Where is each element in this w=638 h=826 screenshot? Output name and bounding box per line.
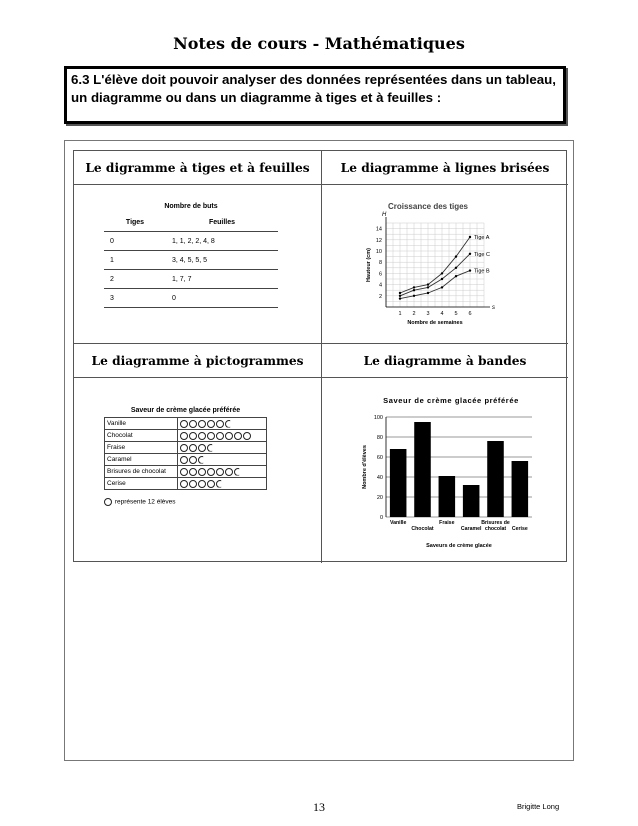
bar <box>390 449 407 517</box>
pictogram-row <box>105 442 267 454</box>
bar-chart-ylabel: Nombre d'élèves <box>362 445 368 489</box>
data-point <box>441 272 443 274</box>
pictogram-row <box>105 430 267 442</box>
stem-leaf-caption: Nombre de buts <box>164 202 218 210</box>
series-label: Tige B <box>474 268 490 275</box>
bar <box>439 476 456 517</box>
partial-smiley-icon <box>225 420 233 428</box>
header-line-chart: Le diagramme à lignes brisées <box>322 151 568 185</box>
y-tick-label: 60 <box>376 455 383 461</box>
bar-chart-xlabel: Saveurs de crème glacée <box>426 543 492 549</box>
x-tick-label: 5 <box>454 311 458 317</box>
pictogram-row-label: Cerise <box>105 478 178 490</box>
data-point <box>455 275 457 277</box>
line-chart-svg <box>356 199 526 331</box>
bar-chart-svg <box>356 391 536 549</box>
data-point <box>427 292 429 294</box>
partial-smiley-icon <box>216 480 224 488</box>
smiley-icon <box>225 468 233 476</box>
x-tick-label: 1 <box>398 311 402 317</box>
y-tick-label: 12 <box>375 237 382 244</box>
y-tick-label: 0 <box>379 515 383 521</box>
partial-smiley-icon <box>207 444 215 452</box>
x-tick-label: 4 <box>440 311 444 317</box>
data-point <box>455 267 457 269</box>
header-bar-chart: Le diagramme à bandes <box>322 344 568 378</box>
data-point <box>427 286 429 288</box>
data-point <box>469 236 471 238</box>
leaf-values: 1, 1, 2, 2, 4, 8 <box>166 232 278 251</box>
data-point <box>399 292 401 294</box>
smiley-icon <box>189 420 197 428</box>
data-point <box>441 278 443 280</box>
bar <box>463 485 480 517</box>
partial-smiley-icon <box>234 468 242 476</box>
y-tick-label: 20 <box>376 495 383 501</box>
pictogram-chart <box>104 403 267 506</box>
stem-value: 3 <box>104 289 166 308</box>
pictogram-row-icons <box>178 454 267 466</box>
x-axis-letter: s <box>492 305 495 311</box>
leaf-values: 3, 4, 5, 5, 5 <box>166 251 278 270</box>
y-tick-label: 100 <box>373 415 383 421</box>
smiley-icon <box>189 480 197 488</box>
stem-value: 1 <box>104 251 166 270</box>
smiley-icon <box>216 432 224 440</box>
smiley-icon <box>234 432 242 440</box>
smiley-icon <box>207 432 215 440</box>
series-label: Tige C <box>474 251 490 258</box>
category-label: Vanille <box>389 520 407 526</box>
smiley-icon <box>180 456 188 464</box>
smiley-icon <box>243 432 251 440</box>
pictogram-row-icons <box>178 466 267 478</box>
pictogram-row <box>105 418 267 430</box>
leaf-values: 1, 7, 7 <box>166 270 278 289</box>
smiley-icon <box>198 468 206 476</box>
y-tick-label: 40 <box>376 475 383 481</box>
x-tick-label: 6 <box>468 311 472 317</box>
stem-leaf-row <box>104 289 278 308</box>
stem-leaf-row <box>104 270 278 289</box>
y-tick-label: 6 <box>378 271 382 278</box>
line-chart-xlabel: Nombre de semaines <box>407 320 463 326</box>
author: Brigitte Long <box>517 802 560 811</box>
y-tick-label: 2 <box>378 293 382 300</box>
header-stem-leaf: Le digramme à tiges et à feuilles <box>74 151 321 185</box>
data-point <box>413 289 415 291</box>
smiley-icon <box>207 480 215 488</box>
smiley-icon <box>189 444 197 452</box>
smiley-icon <box>198 480 206 488</box>
smiley-icon <box>180 480 188 488</box>
stem-leaf-row <box>104 251 278 270</box>
partial-smiley-icon <box>198 456 206 464</box>
smiley-icon <box>225 432 233 440</box>
smiley-icon <box>180 468 188 476</box>
page-title: Notes de cours - Mathématiques <box>173 34 465 53</box>
header-pictogram: Le diagramme à pictogrammes <box>74 344 321 378</box>
y-tick-label: 4 <box>378 282 382 289</box>
page-number: 13 <box>313 800 325 814</box>
y-tick-label: 80 <box>376 435 383 441</box>
category-label: Brisures de <box>481 520 510 526</box>
y-tick-label: 8 <box>378 260 382 267</box>
data-point <box>427 283 429 285</box>
diagram-grid <box>73 150 567 562</box>
bar-chart <box>356 391 536 554</box>
category-label: Fraise <box>439 520 455 526</box>
category-label: chocolat <box>484 526 507 532</box>
smiley-icon <box>198 432 206 440</box>
smiley-icon <box>216 468 224 476</box>
line-chart-ylabel: Hauteur (cm) <box>366 248 372 282</box>
smiley-icon <box>180 432 188 440</box>
smiley-icon <box>189 456 197 464</box>
stem-header: Tiges <box>104 213 166 232</box>
smiley-icon <box>189 468 197 476</box>
bar <box>512 461 529 517</box>
smiley-icon <box>180 420 188 428</box>
data-point <box>399 295 401 297</box>
pictogram-caption: Saveur de crème glacée préférée <box>130 406 241 414</box>
pictogram-row-icons <box>178 442 267 454</box>
pictogram-row <box>105 478 267 490</box>
line-chart-title: Croissance des tiges <box>387 202 469 211</box>
smiley-icon <box>198 420 206 428</box>
x-tick-label: 3 <box>426 311 430 317</box>
data-point <box>441 286 443 288</box>
smiley-icon <box>180 444 188 452</box>
leaf-values: 0 <box>166 289 278 308</box>
stem-value: 2 <box>104 270 166 289</box>
smiley-icon <box>189 432 197 440</box>
objective-box: 6.3 L'élève doit pouvoir analyser des données représentées dans un tableau, un diagramme ou dans un diagramme à tiges et à feuilles : <box>64 66 566 124</box>
bar-chart-title: Saveur de crème glacée préférée <box>383 396 519 405</box>
stem-leaf-row <box>104 232 278 251</box>
smiley-icon <box>198 444 206 452</box>
leaf-header: Feuilles <box>166 213 278 232</box>
data-point <box>399 297 401 299</box>
content-frame <box>64 140 574 761</box>
data-point <box>469 253 471 255</box>
smiley-icon <box>207 468 215 476</box>
pictogram-key-label: représente 12 élèves <box>114 498 176 506</box>
pictogram-row-label: Vanille <box>105 418 178 430</box>
y-axis-letter: H <box>382 212 387 218</box>
series-label: Tige A <box>474 235 490 241</box>
y-tick-label: 14 <box>375 226 382 233</box>
smiley-icon <box>216 420 224 428</box>
pictogram-row <box>105 454 267 466</box>
x-tick-label: 2 <box>412 311 416 317</box>
pictogram-row-label: Chocolat <box>105 430 178 442</box>
smiley-icon <box>104 498 112 506</box>
category-label: Cerise <box>511 526 528 532</box>
line-chart <box>356 199 526 336</box>
pictogram-row-label: Caramel <box>105 454 178 466</box>
pictogram-key <box>104 498 267 506</box>
pictogram-row-icons <box>178 478 267 490</box>
data-point <box>413 295 415 297</box>
data-point <box>413 286 415 288</box>
pictogram-row-label: Brisures de chocolat <box>105 466 178 478</box>
data-point <box>469 269 471 271</box>
category-label: Caramel <box>460 526 482 532</box>
pictogram-row-icons <box>178 430 267 442</box>
category-label: Chocolat <box>411 526 434 532</box>
pictogram-row <box>105 466 267 478</box>
smiley-icon <box>207 420 215 428</box>
y-tick-label: 10 <box>375 249 382 255</box>
bar <box>487 441 504 517</box>
bar <box>414 422 431 517</box>
pictogram-row-icons <box>178 418 267 430</box>
stem-leaf-plot <box>104 199 278 308</box>
data-point <box>455 255 457 257</box>
stem-value: 0 <box>104 232 166 251</box>
pictogram-row-label: Fraise <box>105 442 178 454</box>
